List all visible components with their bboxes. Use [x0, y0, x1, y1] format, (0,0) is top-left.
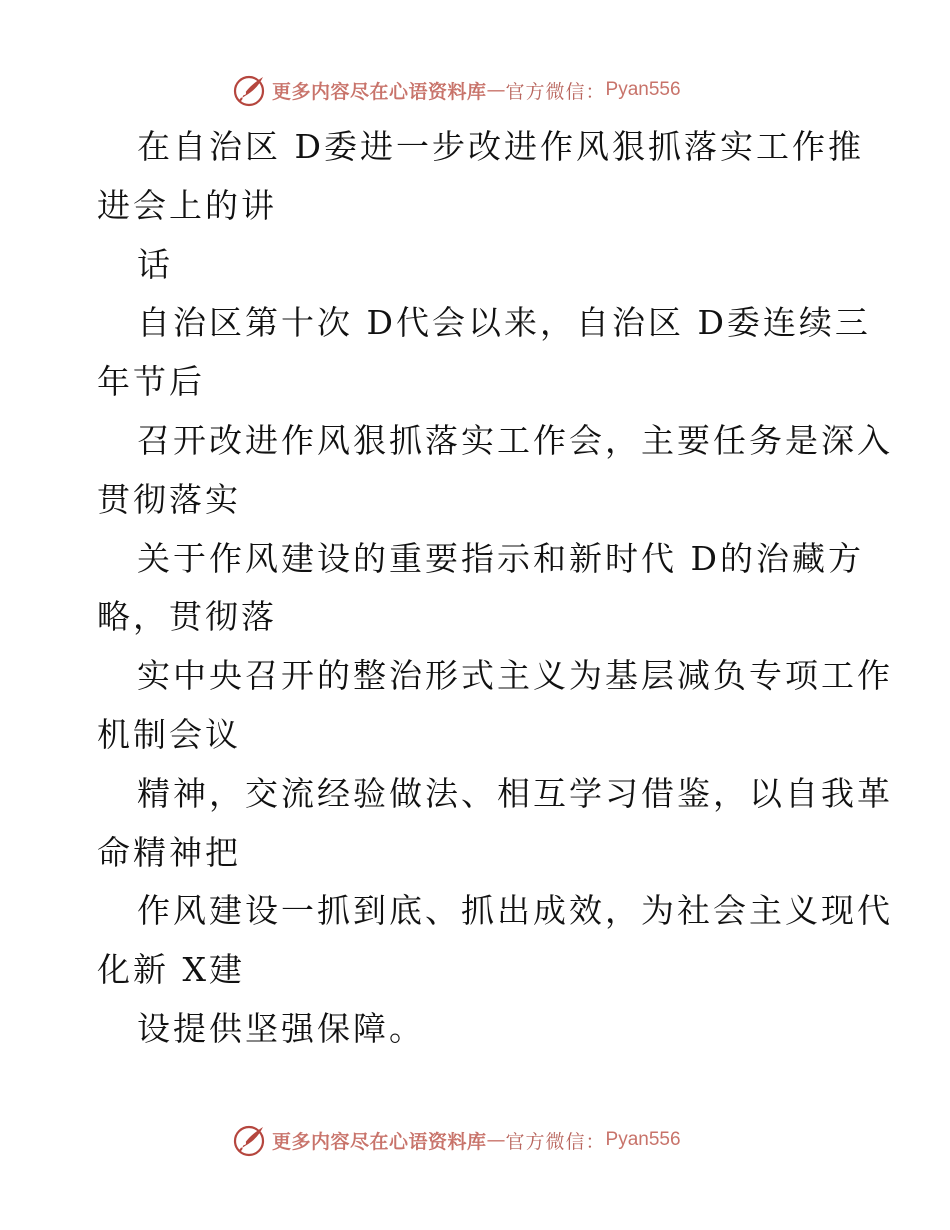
text-line: 在自治区 D委进一步改进作风狠抓落实工作推 [137, 127, 864, 166]
document-body [97, 118, 893, 1059]
text-line: 话 [137, 244, 173, 284]
text-line: 化新 X建 [97, 950, 245, 990]
banner-title: 更多内容尽在心语资料库 [272, 1130, 487, 1153]
text-line: 自治区第十次 D代会以来，自治区 D委连续三 [137, 303, 871, 343]
quill-pen-logo-icon [232, 72, 268, 108]
banner-wechat-id: Pyan556 [605, 79, 681, 100]
text-line: 设提供坚强保障。 [137, 1008, 425, 1048]
header-banner [232, 70, 732, 110]
text-line: 实中央召开的整治形式主义为基层减负专项工作 [137, 656, 893, 696]
text-line: 精神，交流经验做法、相互学习借鉴，以自我革 [137, 773, 893, 813]
banner-wechat-label: 官方微信： [505, 80, 606, 103]
banner-title: 更多内容尽在心语资料库 [272, 80, 487, 103]
footer-banner [232, 1120, 732, 1160]
text-line: 年节后 [97, 362, 205, 402]
text-line: 关于作风建设的重要指示和新时代 D的治藏方 [137, 538, 864, 578]
text-line: 略，贯彻落 [97, 597, 277, 637]
text-line: 贯彻落实 [97, 479, 241, 519]
text-line: 召开改进作风狠抓落实工作会，主要任务是深入 [137, 420, 893, 460]
quill-pen-logo-icon [232, 1122, 268, 1158]
text-line: 作风建设一抓到底、抓出成效，为社会主义现代 [137, 891, 893, 931]
text-line: 进会上的讲 [97, 185, 277, 225]
banner-separator: — [486, 1129, 506, 1151]
text-line: 机制会议 [97, 714, 241, 754]
banner-wechat-id: Pyan556 [605, 1129, 681, 1150]
banner-separator: — [486, 79, 506, 101]
text-line: 命精神把 [97, 832, 241, 872]
banner-wechat-label: 官方微信： [505, 1130, 606, 1153]
